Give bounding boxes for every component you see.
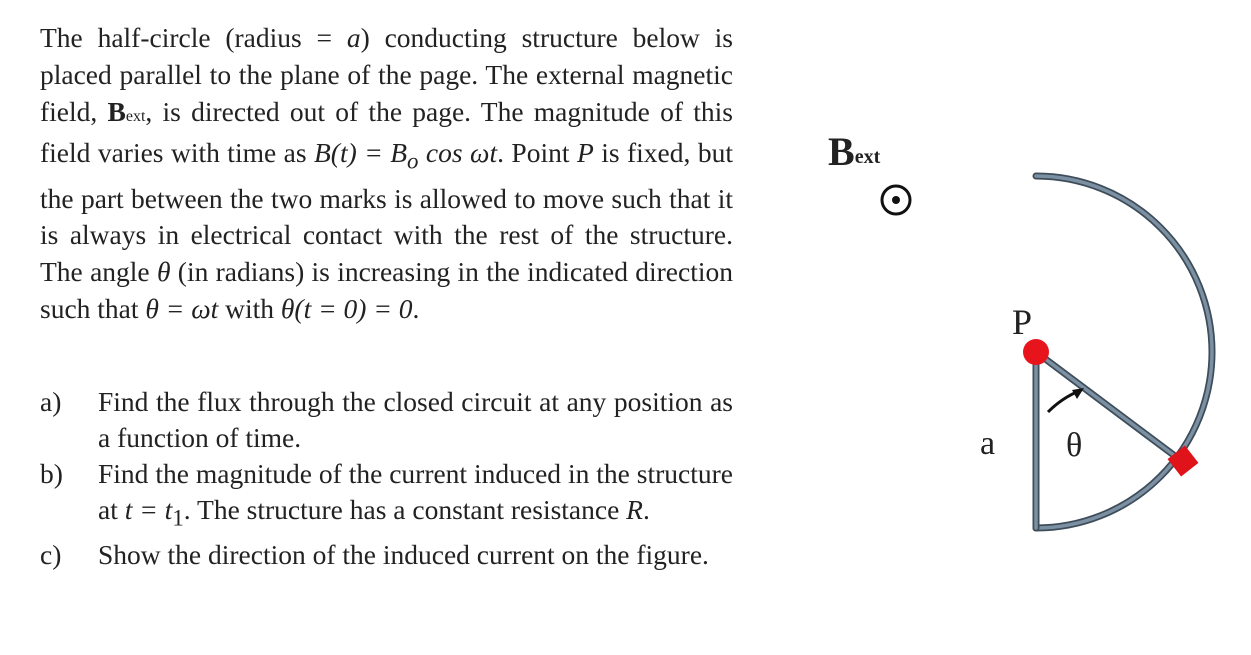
theta-equation: θ = ωt [145,293,219,325]
question-text: . [642,494,650,525]
intro-text: is fixed, but the part between the two marks is allowed to move such that it is always in electrical contact with the rest of the structure. The angle [40,137,733,288]
question-list [40,384,733,573]
time-subscript: 1 [172,505,184,531]
bfield-symbol: B [107,95,126,127]
intro-text: The half-circle (radius = [40,22,347,53]
intro-text: . [412,293,420,325]
initial-condition: θ(t = 0) = 0 [280,293,413,325]
radius-variable: a [346,22,361,53]
bfield-label: Bext [828,129,881,174]
problem-intro [40,20,733,328]
question-c [40,537,733,573]
angle-direction-arrow [1048,388,1084,412]
radius-label: a [980,425,996,462]
question-a [40,384,733,456]
field-equation-rest: cos ωt [418,137,498,169]
circuit-figure [790,110,1230,570]
question-marker: c) [40,538,62,570]
circuit-diagram [790,110,1230,570]
theta-variable: θ [156,256,171,288]
time-equation: t = t [124,494,173,525]
field-equation: B(t) = B [314,137,408,169]
intro-text: ) conducting structure below is placed parallel to the plane of the page. The external magnetic field, [40,22,733,127]
intro-text: . Point [497,137,577,169]
resistance-variable: R [626,494,643,525]
theta-label: θ [1066,427,1083,464]
point-p-label: P [1012,302,1033,342]
field-equation-subscript: o [407,148,419,174]
moving-rod [1036,352,1183,462]
question-marker: a) [40,386,62,417]
intro-text: , is directed out of the page. The magnitude of this field varies with time as [40,95,733,169]
out-of-page-icon [882,186,910,214]
question-text: Find the flux through the closed circuit at any position as a function of time. [98,386,733,453]
semicircle-wire [1036,176,1212,528]
problem-text [40,20,734,570]
question-b [40,456,733,537]
question-text: . The structure has a constant resistance [183,494,627,525]
bfield-subscript: ext [125,107,146,125]
question-marker: b) [40,458,63,489]
question-text: Show the direction of the induced current on the figure. [98,538,709,570]
point-variable: P [576,137,594,169]
question-text: Find the magnitude of the current induced in the structure at [98,458,733,525]
intro-text: with [218,293,281,325]
intro-text: (in radians) is increasing in the indicated direction such that [40,256,734,325]
point-p-marker [1023,339,1049,365]
